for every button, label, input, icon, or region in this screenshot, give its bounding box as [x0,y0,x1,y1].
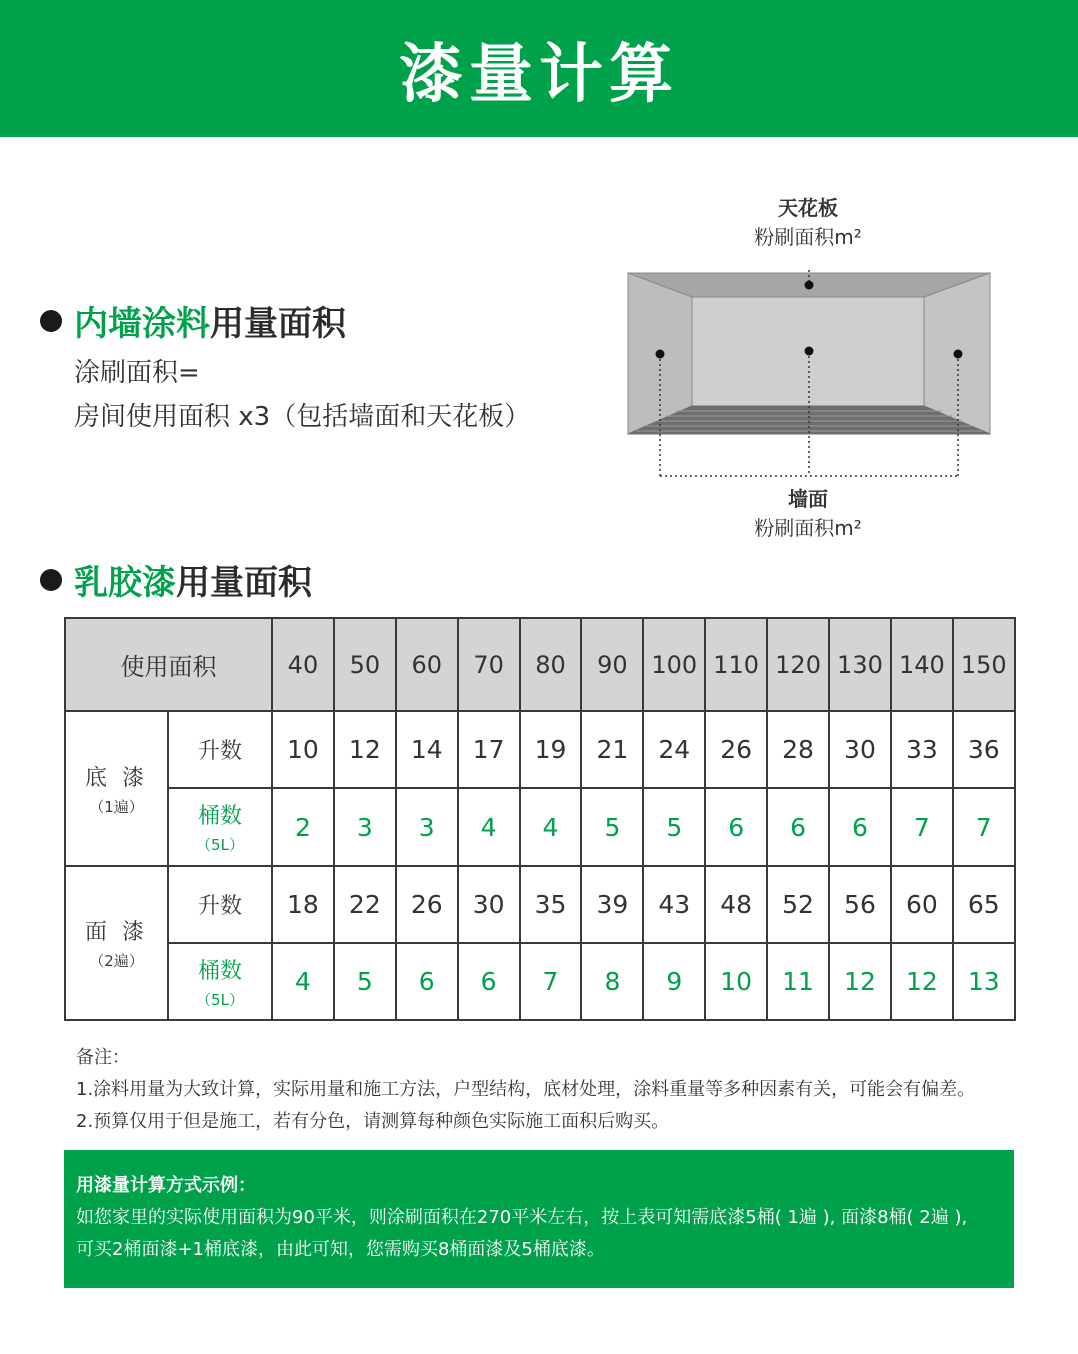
primer-buckets-label-cell [168,788,272,866]
primer-sub: （1遍） [89,797,144,816]
table-cell: 24 [643,711,705,788]
table-cell: 26 [705,711,767,788]
topcoat-sub: （2遍） [89,952,144,970]
table-cell: 60 [891,866,953,943]
ceiling-label [708,192,908,250]
table-cell: 5 [334,943,396,1020]
table-cell: 12 [891,943,953,1020]
area-cell: 40 [272,618,334,711]
table-cell: 21 [581,711,643,788]
table-cell: 6 [396,943,458,1020]
table-cell: 11 [767,943,829,1020]
example-line-1: 如您家里的实际使用面积为90平米，则涂刷面积在270平米左右，按上表可知需底漆5桶( 1遍 ), 面漆8桶( 2遍 ), [76,1207,968,1228]
example-box [64,1150,1014,1288]
example-title: 用漆量计算方式示例： [76,1175,256,1196]
table-cell: 6 [829,788,891,866]
ceiling-label-sub: 粉刷面积m² [754,225,862,249]
area-cell: 140 [891,618,953,711]
table-cell: 14 [396,711,458,788]
latex-section-title [40,555,312,604]
interior-section-title [40,296,346,345]
table-cell: 56 [829,866,891,943]
area-cell: 110 [705,618,767,711]
table-cell: 17 [458,711,520,788]
primer-liters-label: 升数 [197,739,242,764]
primer-buckets-row [65,788,1015,866]
area-cell: 90 [581,618,643,711]
topcoat-label: 面 漆 [85,920,148,945]
area-label: 使用面积 [65,618,272,711]
table-cell: 30 [458,866,520,943]
interior-title-green: 内墙涂料 [74,304,210,344]
table-cell: 6 [458,943,520,1020]
topcoat-row-header [65,866,168,1020]
area-cell: 80 [520,618,582,711]
area-cell: 50 [334,618,396,711]
table-cell: 7 [953,788,1015,866]
interior-title-dark: 用量面积 [210,304,346,344]
primer-label: 底 漆 [85,765,148,791]
wall-label-sub: 粉刷面积m² [754,516,862,540]
table-cell: 6 [705,788,767,866]
table-cell: 12 [829,943,891,1020]
table-cell: 3 [334,788,396,866]
table-cell: 13 [953,943,1015,1020]
table-cell: 4 [272,943,334,1020]
table-cell: 7 [520,943,582,1020]
table-cell: 5 [581,788,643,866]
wall-label-title: 墙面 [788,487,828,511]
table-cell: 35 [520,866,582,943]
table-cell: 28 [767,711,829,788]
table-cell: 3 [396,788,458,866]
table-cell: 33 [891,711,953,788]
area-cell: 120 [767,618,829,711]
topcoat-liters-row [65,866,1015,943]
room-diagram [626,270,992,482]
primer-row-header [65,711,168,866]
topcoat-buckets-label-cell [168,943,272,1020]
formula-line-2: 房间使用面积 x3（包括墙面和天花板） [74,402,531,432]
notes-line-2: 2.预算仅用于但是施工，若有分色，请测算每种颜色实际施工面积后购买。 [76,1111,670,1132]
ceiling-label-title: 天花板 [778,196,838,220]
primer-buckets-label: 桶数 [197,804,242,829]
area-cell: 150 [953,618,1015,711]
table-cell: 30 [829,711,891,788]
formula-line-1: 涂刷面积= [74,358,200,388]
table-cell: 9 [643,943,705,1020]
page-header [0,0,1078,137]
paint-usage-table [64,617,1016,1021]
latex-title-green: 乳胶漆 [74,563,176,603]
table-cell: 10 [705,943,767,1020]
page-title: 漆量计算 [399,37,679,112]
table-cell: 2 [272,788,334,866]
topcoat-buckets-row [65,943,1015,1020]
area-cell: 130 [829,618,891,711]
table-cell: 36 [953,711,1015,788]
table-cell: 6 [767,788,829,866]
bullet-icon [40,569,62,591]
area-cell: 60 [396,618,458,711]
primer-liters-row [65,711,1015,788]
table-cell: 12 [334,711,396,788]
example-line-2: 可买2桶面漆+1桶底漆，由此可知，您需购买8桶面漆及5桶底漆。 [76,1239,605,1260]
topcoat-liters-label: 升数 [197,894,242,919]
notes-line-1: 1.涂料用量为大致计算，实际用量和施工方法，户型结构，底材处理，涂料重量等多种因素有关，可能会有偏差。 [76,1079,976,1100]
table-cell: 4 [520,788,582,866]
wall-label [708,483,908,541]
topcoat-buckets-label: 桶数 [197,958,242,984]
bullet-icon [40,310,62,332]
table-cell: 18 [272,866,334,943]
area-cell: 70 [458,618,520,711]
table-cell: 52 [767,866,829,943]
primer-buckets-unit: （5L） [196,836,244,854]
table-cell: 39 [581,866,643,943]
table-cell: 19 [520,711,582,788]
table-cell: 8 [581,943,643,1020]
table-cell: 4 [458,788,520,866]
table-cell: 48 [705,866,767,943]
table-cell: 26 [396,866,458,943]
table-cell: 10 [272,711,334,788]
primer-liters-label-cell [168,711,272,788]
table-cell: 22 [334,866,396,943]
table-header-row [65,618,1015,711]
table-cell: 43 [643,866,705,943]
topcoat-buckets-unit: （5L） [196,990,244,1009]
notes-block [76,1042,975,1138]
area-cell: 100 [643,618,705,711]
latex-title-dark: 用量面积 [176,563,312,603]
topcoat-liters-label-cell [168,866,272,943]
table-cell: 65 [953,866,1015,943]
notes-heading: 备注： [76,1047,130,1068]
table-cell: 5 [643,788,705,866]
table-cell: 7 [891,788,953,866]
